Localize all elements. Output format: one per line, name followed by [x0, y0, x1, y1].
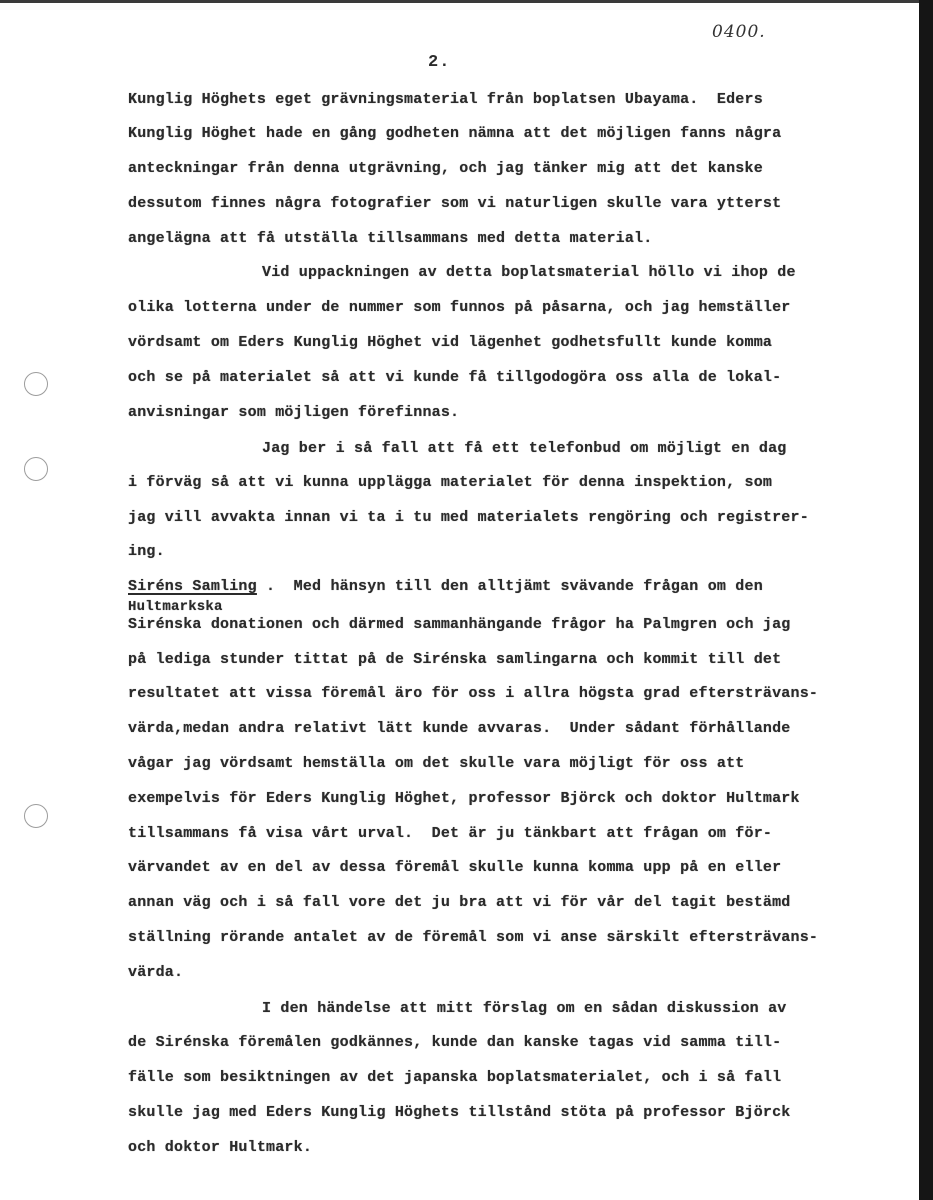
text-line: dessutom finnes några fotografier som vi naturligen skulle vara ytterst: [128, 195, 782, 212]
text-line: I den händelse att mitt förslag om en sådan diskussion av: [262, 1000, 787, 1017]
text-line: och se på materialet så att vi kunde få tillgodogöra oss alla de lokal-: [128, 369, 782, 386]
punch-hole: [24, 457, 48, 481]
text-line: i förväg så att vi kunna upplägga materialet för denna inspektion, som: [128, 474, 773, 491]
text-line: Kunglig Höghets eget grävningsmaterial från boplatsen Ubayama. Eders: [128, 91, 763, 108]
punch-hole: [24, 804, 48, 828]
typed-insertion: Hultmarkska: [128, 599, 223, 615]
text-line: ställning rörande antalet av de föremål som vi anse särskilt eftersträvans-: [128, 929, 819, 946]
section-heading: Siréns Samling: [128, 578, 257, 595]
text-line: värvandet av en del av dessa föremål skulle kunna komma upp på en eller: [128, 859, 782, 876]
heading-continuation: . Med hänsyn till den alltjämt svävande frågan om den: [256, 578, 763, 595]
text-line: vågar jag vördsamt hemställa om det skulle vara möjligt för oss att: [128, 755, 745, 772]
text-line: jag vill avvakta innan vi ta i tu med materialets rengöring och registrer-: [128, 509, 809, 526]
scan-top-edge: [0, 0, 933, 3]
text-line: värda.: [128, 964, 184, 981]
text-line: angelägna att få utställa tillsammans med detta material.: [128, 230, 653, 247]
text-line: ing.: [128, 543, 165, 560]
text-line: anvisningar som möjligen förefinnas.: [128, 404, 460, 421]
archive-number: 0400.: [712, 22, 766, 42]
text-line: [128, 578, 763, 595]
page-number: 2.: [428, 53, 451, 72]
text-line: Jag ber i så fall att få ett telefonbud om möjligt en dag: [262, 440, 787, 457]
text-line: tillsammans få visa vårt urval. Det är ju tänkbart att frågan om för-: [128, 825, 773, 842]
text-line: Kunglig Höghet hade en gång godheten nämna att det möjligen fanns några: [128, 125, 782, 142]
text-line: de Sirénska föremålen godkännes, kunde dan kanske tagas vid samma till-: [128, 1034, 782, 1051]
text-line: Vid uppackningen av detta boplatsmaterial höllo vi ihop de: [262, 264, 796, 281]
text-line: och doktor Hultmark.: [128, 1139, 313, 1156]
text-line: vördsamt om Eders Kunglig Höghet vid lägenhet godhetsfullt kunde komma: [128, 334, 773, 351]
text-line: på lediga stunder tittat på de Sirénska samlingarna och kommit till det: [128, 651, 782, 668]
text-line: skulle jag med Eders Kunglig Höghets tillstånd stöta på professor Björck: [128, 1104, 791, 1121]
text-line: anteckningar från denna utgrävning, och jag tänker mig att det kanske: [128, 160, 763, 177]
text-line: Sirénska donationen och därmed sammanhängande frågor ha Palmgren och jag: [128, 616, 791, 633]
text-line: exempelvis för Eders Kunglig Höghet, professor Björck och doktor Hultmark: [128, 790, 800, 807]
text-line: annan väg och i så fall vore det ju bra att vi för vår del tagit bestämd: [128, 894, 791, 911]
punch-hole: [24, 372, 48, 396]
text-line: olika lotterna under de nummer som funnos på påsarna, och jag hemställer: [128, 299, 791, 316]
text-line: resultatet att vissa föremål äro för oss i allra högsta grad eftersträvans-: [128, 685, 819, 702]
scan-right-edge: [919, 0, 933, 1200]
text-line: fälle som besiktningen av det japanska boplatsmaterialet, och i så fall: [128, 1069, 782, 1086]
text-line: värda,medan andra relativt lätt kunde avvaras. Under sådant förhållande: [128, 720, 791, 737]
